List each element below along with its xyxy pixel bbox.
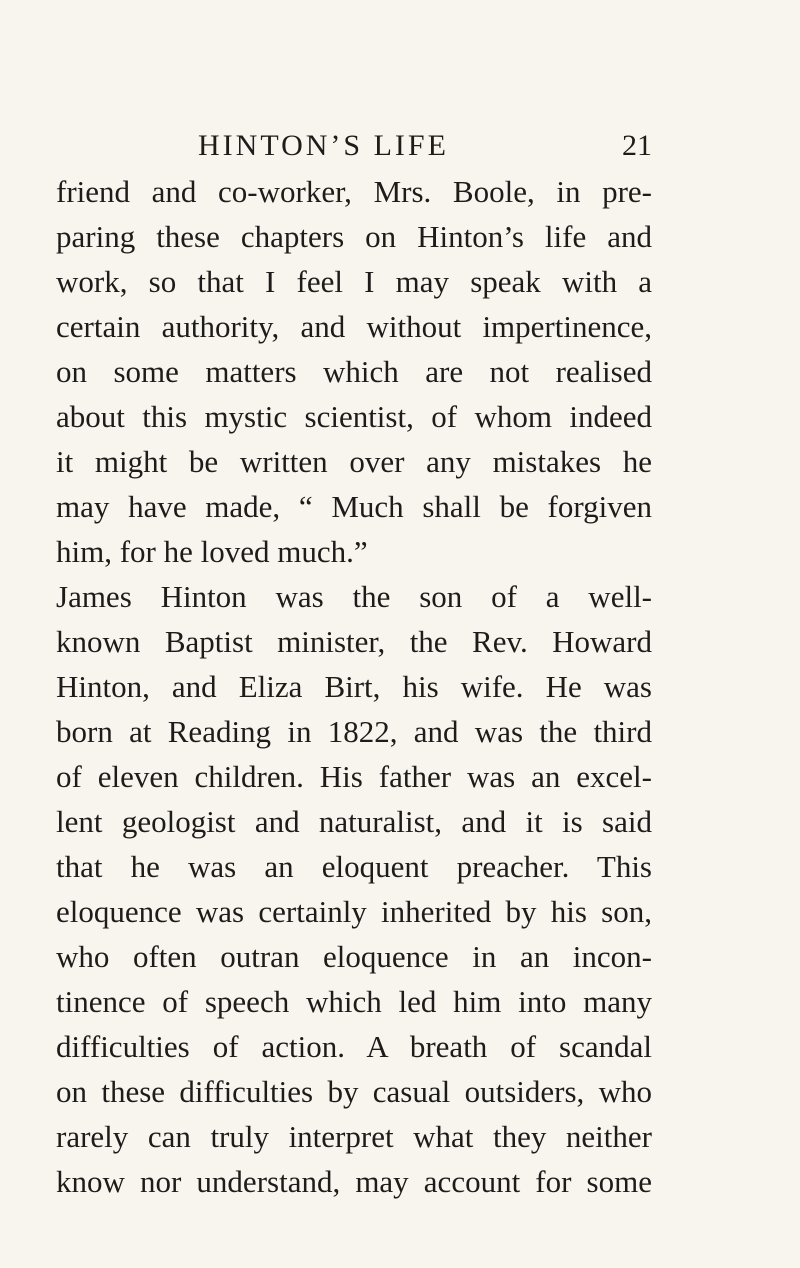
text-line: of eleven children. His father was an excel-	[56, 759, 652, 794]
text-line: on some matters which are not realised	[56, 354, 652, 389]
paragraph-start-line: James Hinton was the son of a well-	[56, 579, 652, 614]
text-line: know nor understand, may account for some	[56, 1164, 652, 1199]
text-line: rarely can truly interpret what they neither	[56, 1119, 652, 1154]
text-line: may have made, “ Much shall be forgiven	[56, 489, 652, 524]
text-line: work, so that I feel I may speak with a	[56, 264, 652, 299]
text-line: that he was an eloquent preacher. This	[56, 849, 652, 884]
paragraph-end-line: him, for he loved much.”	[56, 534, 368, 569]
text-line: Hinton, and Eliza Birt, his wife. He was	[56, 669, 652, 704]
text-line: certain authority, and without impertinence,	[56, 309, 652, 344]
text-line: on these difficulties by casual outsiders, who	[56, 1074, 652, 1109]
text-line: born at Reading in 1822, and was the third	[56, 714, 652, 749]
running-head	[56, 126, 652, 166]
text-line: about this mystic scientist, of whom indeed	[56, 399, 652, 434]
text-line: tinence of speech which led him into many	[56, 984, 652, 1019]
body-text	[56, 169, 652, 1204]
text-line: who often outran eloquence in an incon-	[56, 939, 652, 974]
running-title: HINTON’S LIFE	[198, 129, 449, 162]
text-line: it might be written over any mistakes he	[56, 444, 652, 479]
text-line: lent geologist and naturalist, and it is said	[56, 804, 652, 839]
text-line: friend and co-worker, Mrs. Boole, in pre-	[56, 174, 652, 209]
text-line: eloquence was certainly inherited by his son,	[56, 894, 652, 929]
text-line: known Baptist minister, the Rev. Howard	[56, 624, 652, 659]
page-number: 21	[622, 129, 652, 162]
text-line: paring these chapters on Hinton’s life and	[56, 219, 652, 254]
text-line: difficulties of action. A breath of scandal	[56, 1029, 652, 1064]
